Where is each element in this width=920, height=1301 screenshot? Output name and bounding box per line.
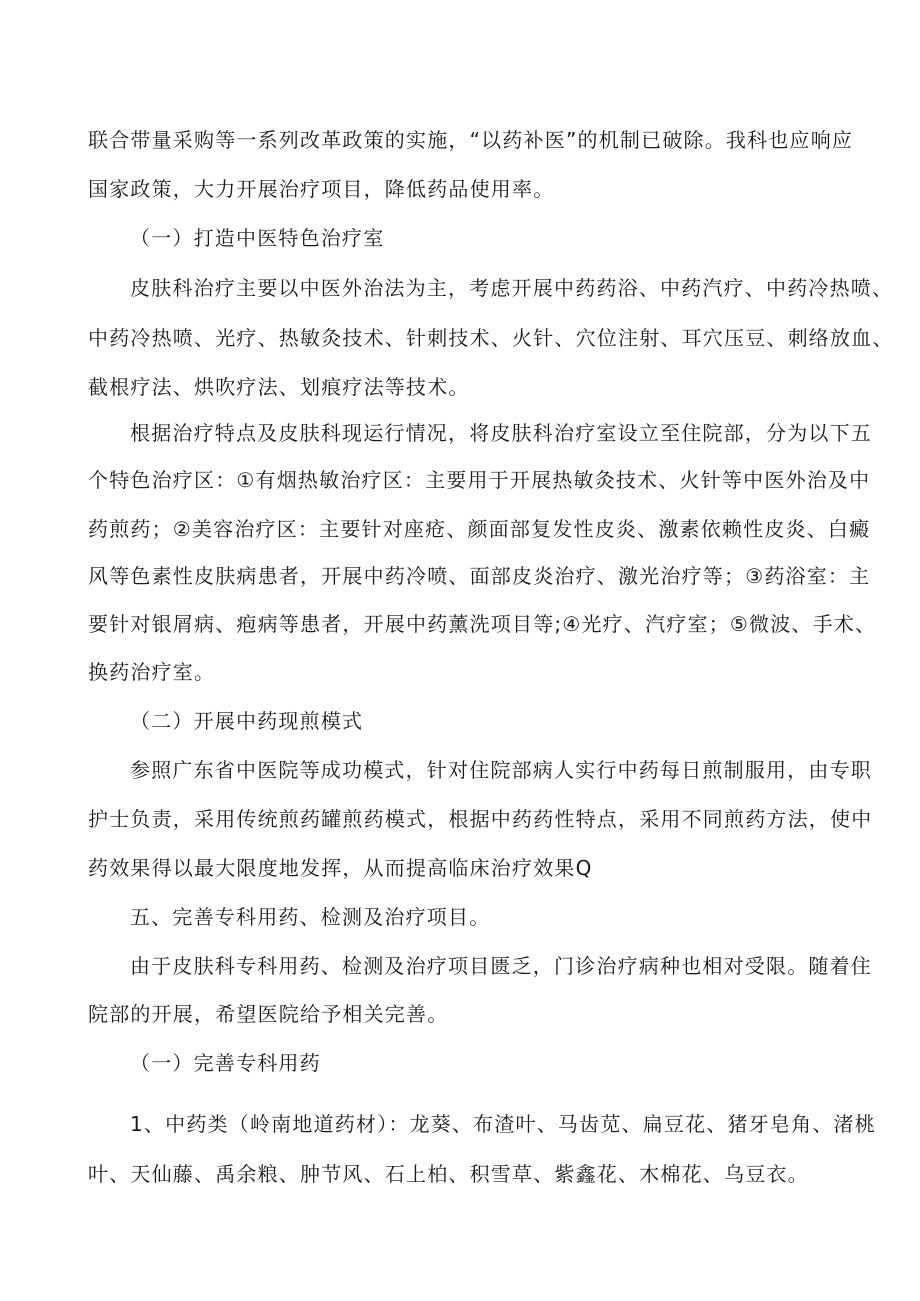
- text-line: 风等色素性皮肤病患者，开展中药冷喷、面部皮炎治疗、激光治疗等；③药浴室：主: [88, 564, 871, 588]
- text-line: 根据治疗特点及皮肤科现运行情况，将皮肤科治疗室设立至住院部，分为以下五: [130, 421, 872, 445]
- text-line: 药效果得以最大限度地发挥，从而提高临床治疗效果Q: [88, 856, 593, 880]
- text-line: 药煎药；②美容治疗区：主要针对座疮、颜面部复发性皮炎、激素依赖性皮炎、白癜: [88, 517, 871, 541]
- section-heading: 五、完善专科用药、检测及治疗项目。: [130, 905, 491, 929]
- text-line: 由于皮肤科专科用药、检测及治疗项目匮乏，门诊治疗病种也相对受限。随着住: [130, 954, 872, 978]
- section-heading: （一）完善专科用药: [130, 1051, 321, 1075]
- text-line: 国家政策，大力开展治疗项目，降低药品使用率。: [88, 177, 555, 201]
- text-line: 叶、天仙藤、禹余粮、肿节风、石上柏、积雪草、紫鑫花、木棉花、乌豆衣。: [88, 1162, 809, 1186]
- section-heading: （二）开展中药现煎模式: [130, 709, 364, 733]
- text-line: 1、中药类（岭南地道药材）：龙葵、布渣叶、马齿苋、扁豆花、猪牙皂角、渚桃: [130, 1112, 876, 1136]
- text-line: 皮肤科治疗主要以中医外治法为主，考虑开展中药药浴、中药汽疗、中药冷热喷、: [130, 276, 894, 300]
- section-heading: （一）打造中医特色治疗室: [130, 226, 385, 250]
- text-line: 要针对银屑病、疱病等患者，开展中药薰洗项目等;④光疗、汽疗室；⑤微波、手术、: [88, 612, 877, 636]
- text-line: 参照广东省中医院等成功模式，针对住院部病人实行中药每日煎制服用，由专职: [130, 758, 872, 782]
- text-line: 换药治疗室。: [88, 660, 216, 684]
- text-line: 联合带量采购等一系列改革政策的实施，“以药补医”的机制已破除。我科也应响应: [88, 128, 854, 152]
- text-line: 院部的开展，希望医院给予相关完善。: [88, 1002, 449, 1026]
- text-line: 护士负责，采用传统煎药罐煎药模式，根据中药药性特点，采用不同煎药方法，使中: [88, 807, 873, 831]
- text-line: 中药冷热喷、光疗、热敏灸技术、针刺技术、火针、穴位注射、耳穴压豆、刺络放血、: [88, 326, 894, 350]
- text-line: 截根疗法、烘吹疗法、划痕疗法等技术。: [88, 375, 470, 399]
- text-line: 个特色治疗区：①有烟热敏治疗区：主要用于开展热敏灸技术、火针等中医外治及中: [88, 468, 871, 492]
